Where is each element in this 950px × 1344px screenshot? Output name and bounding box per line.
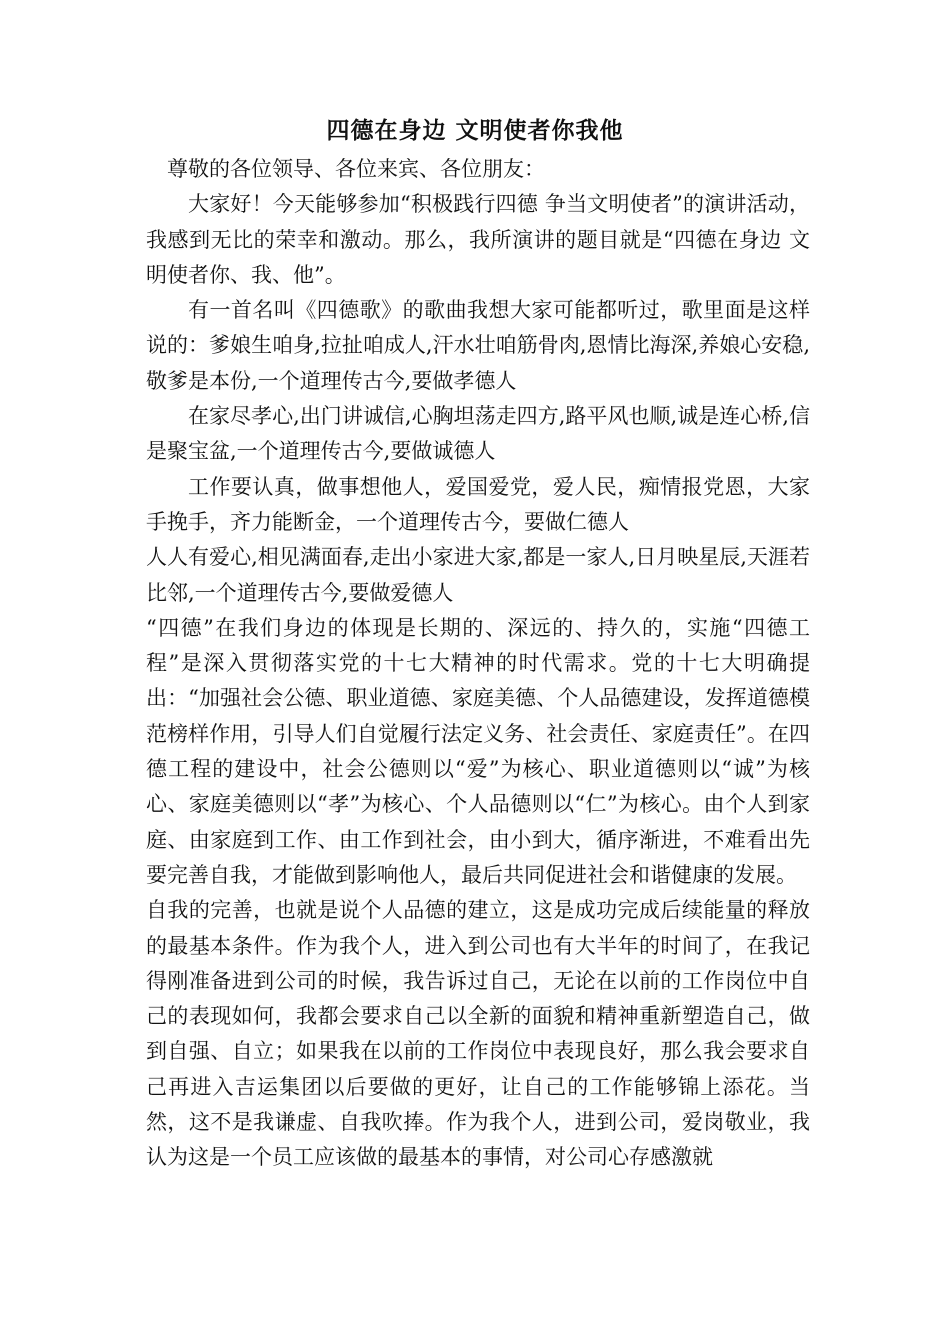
paragraph-greeting: 尊敬的各位领导、各位来宾、各位朋友： — [167, 157, 545, 181]
paragraph-song-verse-honesty: 在家尽孝心,出门讲诚信,心胸坦荡走四方,路平风也顺,诚是连心桥,信是聚宝盆,一个道理传古今,要做诚德人 — [146, 404, 810, 464]
paragraph-opening: 大家好！今天能够参加“积极践行四德 争当文明使者”的演讲活动，我感到无比的荣幸和激动。那么，我所演讲的题目就是“四德在身边 文明使者你、我、他”。 — [146, 192, 810, 287]
paragraph-song-verse-benevolence: 工作要认真，做事想他人，爱国爱党，爱人民，痴情报党恩，大家手挽手，齐力能断金，一个道理传古今，要做仁德人 — [146, 474, 810, 534]
paragraph-self-improvement: 自我的完善，也就是说个人品德的建立，这是成功完成后续能量的释放的最基本条件。作为我个人，进入到公司也有大半年的时间了，在我记得刚准备进到公司的时候，我告诉过自己，无论在以前的工作岗位中自己的表现如何，我都会要求自己以全新的面貌和精神重新塑造自己，做到自强、自立；如果我在以前的工作岗位中表现良好，那么我会要求自己再进入吉运集团以后要做的更好，让自己的工作能够锦上添花。当然，这不是我谦虚、自我吹捧。作为我个人，进到公司，爱岗敬业，我认为这是一个员工应该做的最基本的事情，对公司心存感激就 — [146, 898, 810, 1170]
document-body — [146, 152, 810, 1176]
paragraph-song-intro: 有一首名叫《四德歌》的歌曲我想大家可能都听过，歌里面是这样说的：爹娘生咱身,拉扯咱成人,汗水壮咱筋骨肉,恩情比海深,养娘心安稳,敬爹是本份,一个道理传古今,要做孝德人 — [146, 298, 810, 393]
document-title: 四德在身边 文明使者你我他 — [326, 117, 624, 144]
paragraph-song-verse-love: 人人有爱心,相见满面春,走出小家进大家,都是一家人,日月映星辰,天涯若比邻,一个道理传古今,要做爱德人 — [146, 545, 810, 605]
paragraph-four-virtues: “四德”在我们身边的体现是长期的、深远的、持久的，实施“四德工程”是深入贯彻落实党的十七大精神的时代需求。党的十七大明确提出：“加强社会公德、职业道德、家庭美德、个人品德建设，发挥道德模范榜样作用，引导人们自觉履行法定义务、社会责任、家庭责任”。在四德工程的建设中，社会公德则以“爱”为核心、职业道德则以“诚”为核心、家庭美德则以“孝”为核心、个人品德则以“仁”为核心。由个人到家庭、由家庭到工作、由工作到社会，由小到大，循序渐进，不难看出先要完善自我，才能做到影响他人，最后共同促进社会和谐健康的发展。 — [146, 615, 810, 887]
